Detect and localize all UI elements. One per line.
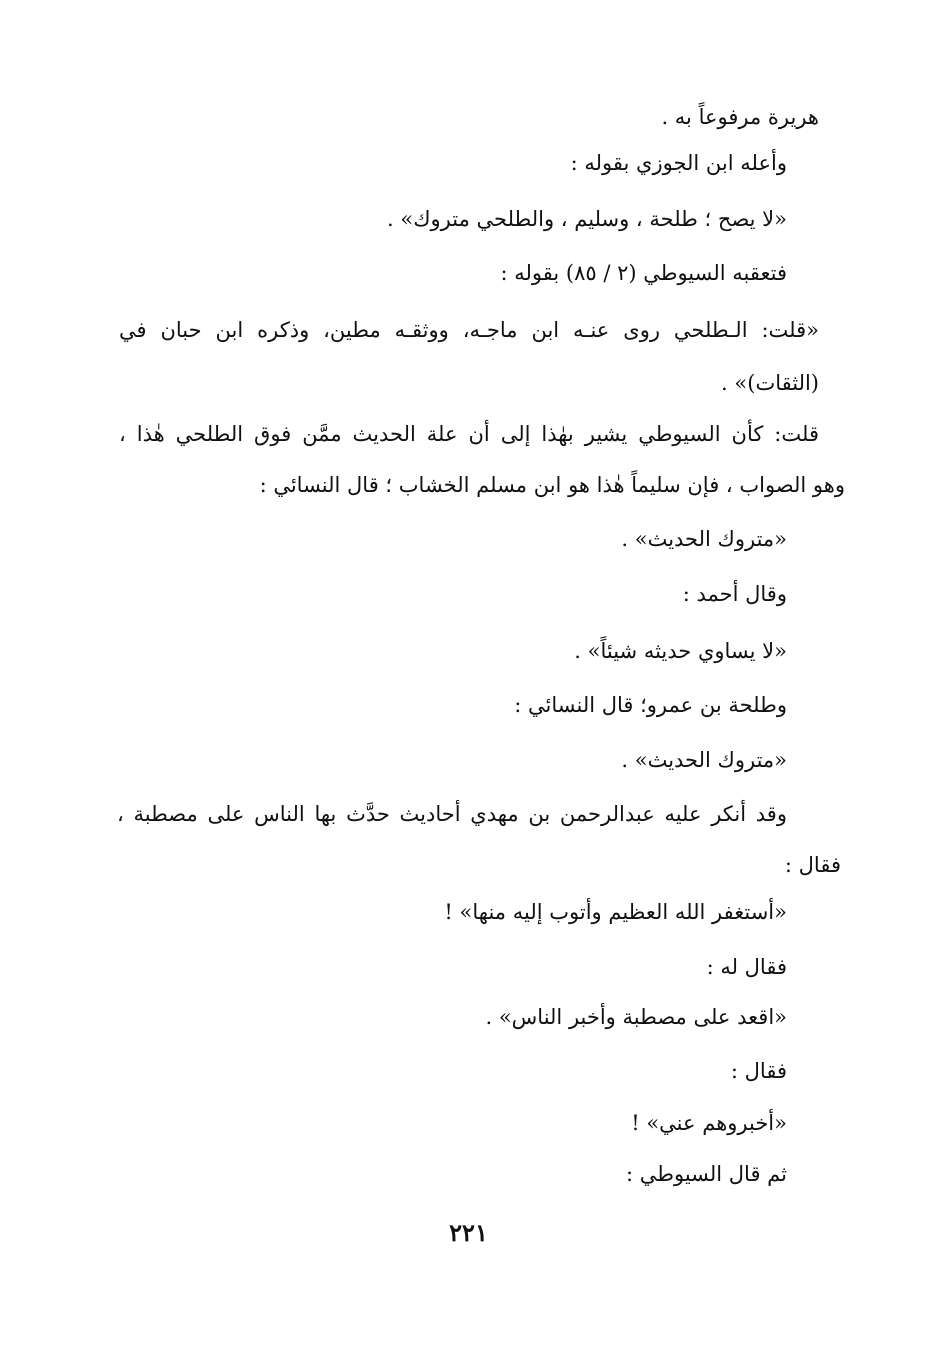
- text-line-12: وطلحة بن عمرو؛ قال النسائي :: [514, 693, 787, 717]
- text-line-20: «أخبروهم عني» !: [631, 1111, 787, 1135]
- text-line-21: ثم قال السيوطي :: [626, 1162, 787, 1186]
- text-line-14: وقد أنكر عليه عبدالرحمن بن مهدي أحاديث حدَّث بها الناس على مصطبة ،: [117, 802, 787, 826]
- text-line-19: فقال :: [730, 1059, 787, 1083]
- page-number: ٢٢١: [449, 1218, 488, 1247]
- text-line-17: فقال له :: [706, 955, 787, 979]
- text-line-16: «أستغفر الله العظيم وأتوب إليه منها» !: [444, 900, 787, 924]
- text-line-5: «قلت: الـطلحي روى عنـه ابن ماجـه، ووثقـه مطين، وذكره ابن حبان في: [119, 318, 819, 342]
- text-line-8: وهو الصواب ، فإن سليماً هٰذا هو ابن مسلم الخشاب ؛ قال النسائي :: [259, 473, 845, 497]
- text-line-10: وقال أحمد :: [682, 582, 787, 606]
- text-line-15: فقال :: [784, 853, 841, 877]
- text-line-13: «متروك الحديث» .: [621, 748, 787, 772]
- text-line-6: (الثقات)» .: [721, 371, 819, 395]
- text-line-9: «متروك الحديث» .: [621, 527, 787, 551]
- text-line-1: هريرة مرفوعاً به .: [661, 105, 819, 129]
- text-line-7: قلت: كأن السيوطي يشير بهٰذا إلى أن علة الحديث ممَّن فوق الطلحي هٰذا ،: [119, 422, 819, 446]
- text-line-11: «لا يساوي حديثه شيئاً» .: [574, 639, 787, 663]
- text-line-18: «اقعد على مصطبة وأخبر الناس» .: [485, 1005, 787, 1029]
- text-line-4: فتعقبه السيوطي (٢ / ٨٥) بقوله :: [500, 261, 787, 285]
- text-line-2: وأعله ابن الجوزي بقوله :: [570, 151, 787, 175]
- text-line-3: «لا يصح ؛ طلحة ، وسليم ، والطلحي متروك» .: [387, 207, 787, 231]
